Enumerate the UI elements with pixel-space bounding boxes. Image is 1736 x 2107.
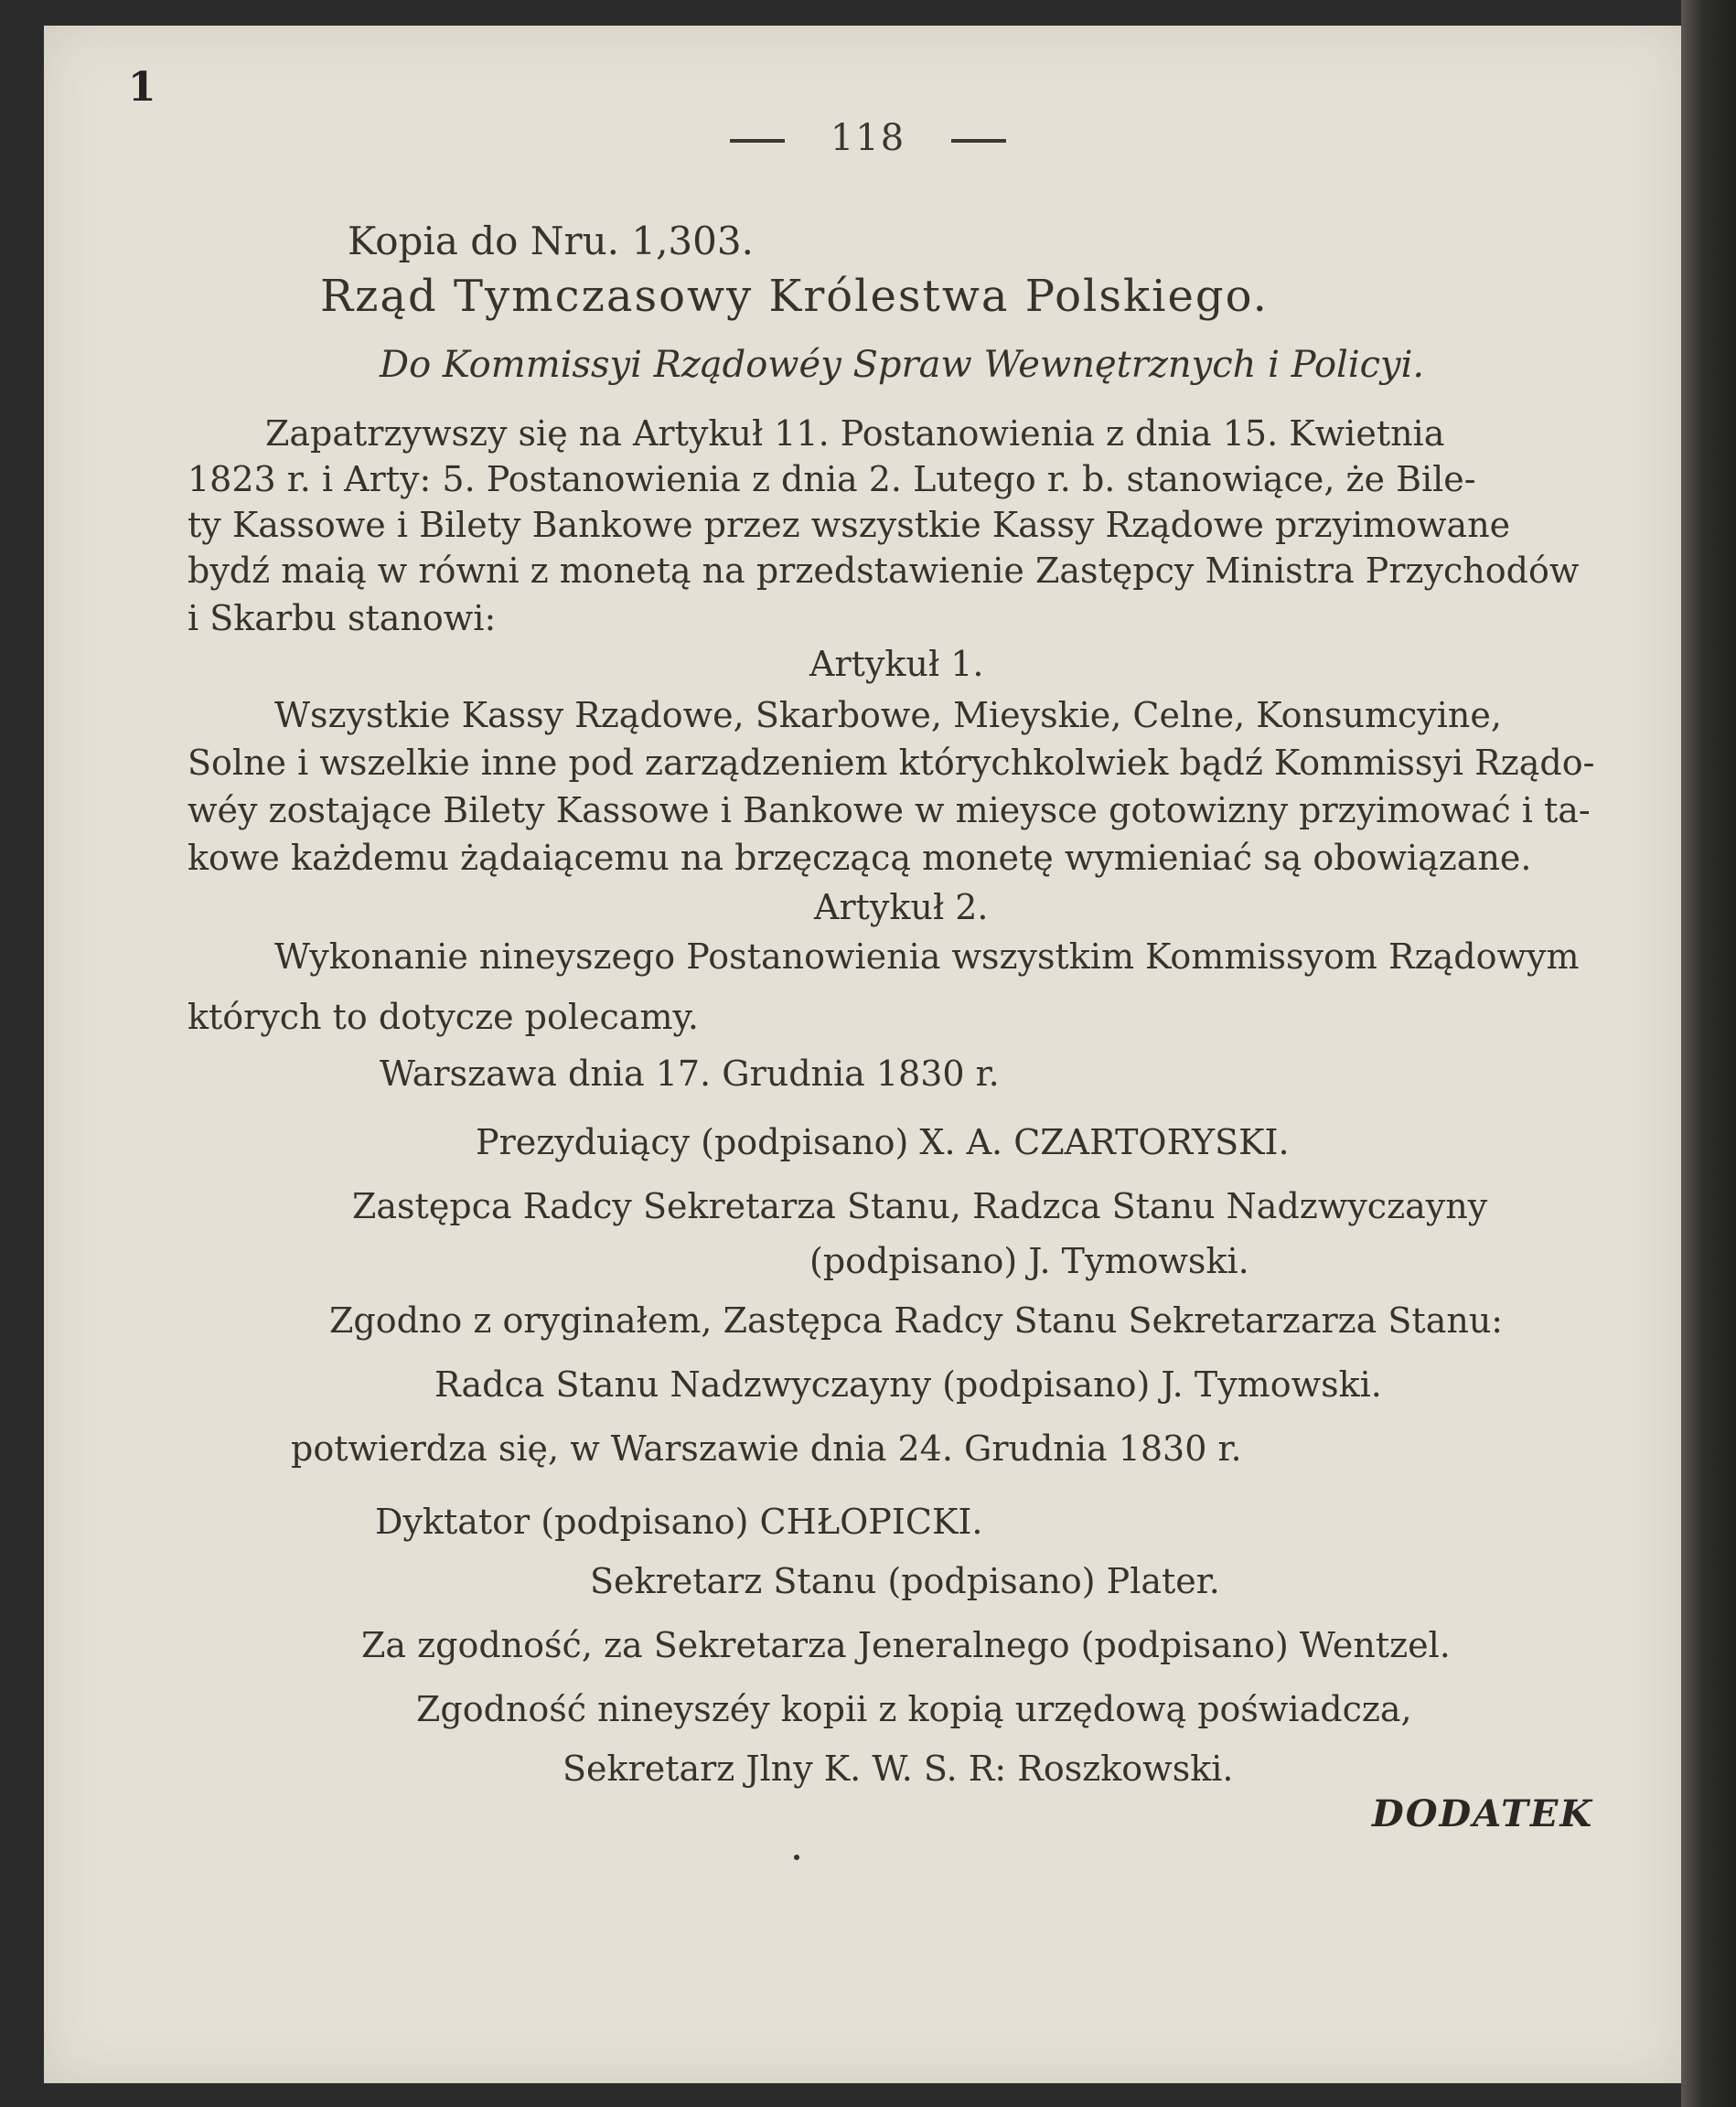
preamble-line: bydź maią w równi z monetą na przedstawienie Zastępcy Ministra Przychodów: [188, 551, 1580, 591]
signature-line: Sekretarz Stanu (podpisano) Plater.: [590, 1561, 1220, 1601]
preamble-line: 1823 r. i Arty: 5. Postanowienia z dnia 2. Lutego r. b. stanowiące, że Bile-: [188, 459, 1476, 499]
addressee: Do Kommissyi Rządowéy Spraw Wewnętrznych i Policyi.: [380, 344, 1425, 386]
article1-line: kowe każdemu żądaiącemu na brzęczącą monetę wymieniać są obowiązane.: [188, 838, 1532, 878]
article1-line: wéy zostające Bilety Kassowe i Bankowe w mieysce gotowizny przyimować i ta-: [188, 790, 1591, 830]
document-title: Rząd Tymczasowy Królestwa Polskiego.: [320, 271, 1269, 322]
page-number: 118: [830, 117, 906, 159]
signature-line: Sekretarz Jlny K. W. S. R: Roszkowski.: [563, 1749, 1234, 1789]
signature-line: Prezyduiący (podpisano) X. A. CZARTORYSKI.: [476, 1122, 1290, 1162]
signature-line: Zgodność nineyszéy kopii z kopią urzędową poświadcza,: [416, 1689, 1412, 1729]
catchword: DODATEK: [1372, 1792, 1594, 1835]
signature-line: potwierdza się, w Warszawie dnia 24. Grudnia 1830 r.: [291, 1428, 1242, 1469]
dash-right: [951, 139, 1006, 143]
signature-line: Dyktator (podpisano) CHŁOPICKI.: [375, 1502, 983, 1542]
dash-left: [730, 139, 785, 143]
binding-edge: [1681, 0, 1736, 2107]
signature-line: Radca Stanu Nadzwyczayny (podpisano) J. Tymowski.: [434, 1364, 1382, 1405]
preamble-line: Zapatrzywszy się na Artykuł 11. Postanowienia z dnia 15. Kwietnia: [265, 413, 1445, 454]
signature-line: Zastępca Radcy Sekretarza Stanu, Radzca Stanu Nadzwyczayny: [352, 1186, 1488, 1226]
page-number-row: [0, 117, 1736, 159]
article2-line: Wykonanie nineyszego Postanowienia wszystkim Kommissyom Rządowym: [274, 936, 1580, 977]
signature-line: Za zgodność, za Sekretarza Jeneralnego (podpisano) Wentzel.: [361, 1625, 1451, 1665]
article2-line: których to dotycze polecamy.: [188, 997, 699, 1037]
preamble-line: i Skarbu stanowi:: [188, 598, 497, 638]
corner-mark: 1: [128, 64, 156, 111]
article1-line: Wszystkie Kassy Rządowe, Skarbowe, Mieyskie, Celne, Konsumcyine,: [274, 695, 1502, 735]
date-line: Warszawa dnia 17. Grudnia 1830 r.: [380, 1054, 1000, 1094]
article1-line: Solne i wszelkie inne pod zarządzeniem którychkolwiek bądź Kommissyi Rządo-: [188, 743, 1595, 783]
signature-line: (podpisano) J. Tymowski.: [809, 1241, 1249, 1281]
article1-heading: Artykuł 1.: [809, 644, 984, 684]
signature-line: Zgodno z oryginałem, Zastępca Radcy Stanu Sekretarzarza Stanu:: [329, 1300, 1504, 1341]
print-speck: [794, 1855, 799, 1860]
preamble-line: ty Kassowe i Bilety Bankowe przez wszystkie Kassy Rządowe przyimowane: [188, 505, 1511, 545]
article2-heading: Artykuł 2.: [814, 887, 989, 927]
copy-heading: Kopia do Nru. 1,303.: [348, 219, 754, 263]
